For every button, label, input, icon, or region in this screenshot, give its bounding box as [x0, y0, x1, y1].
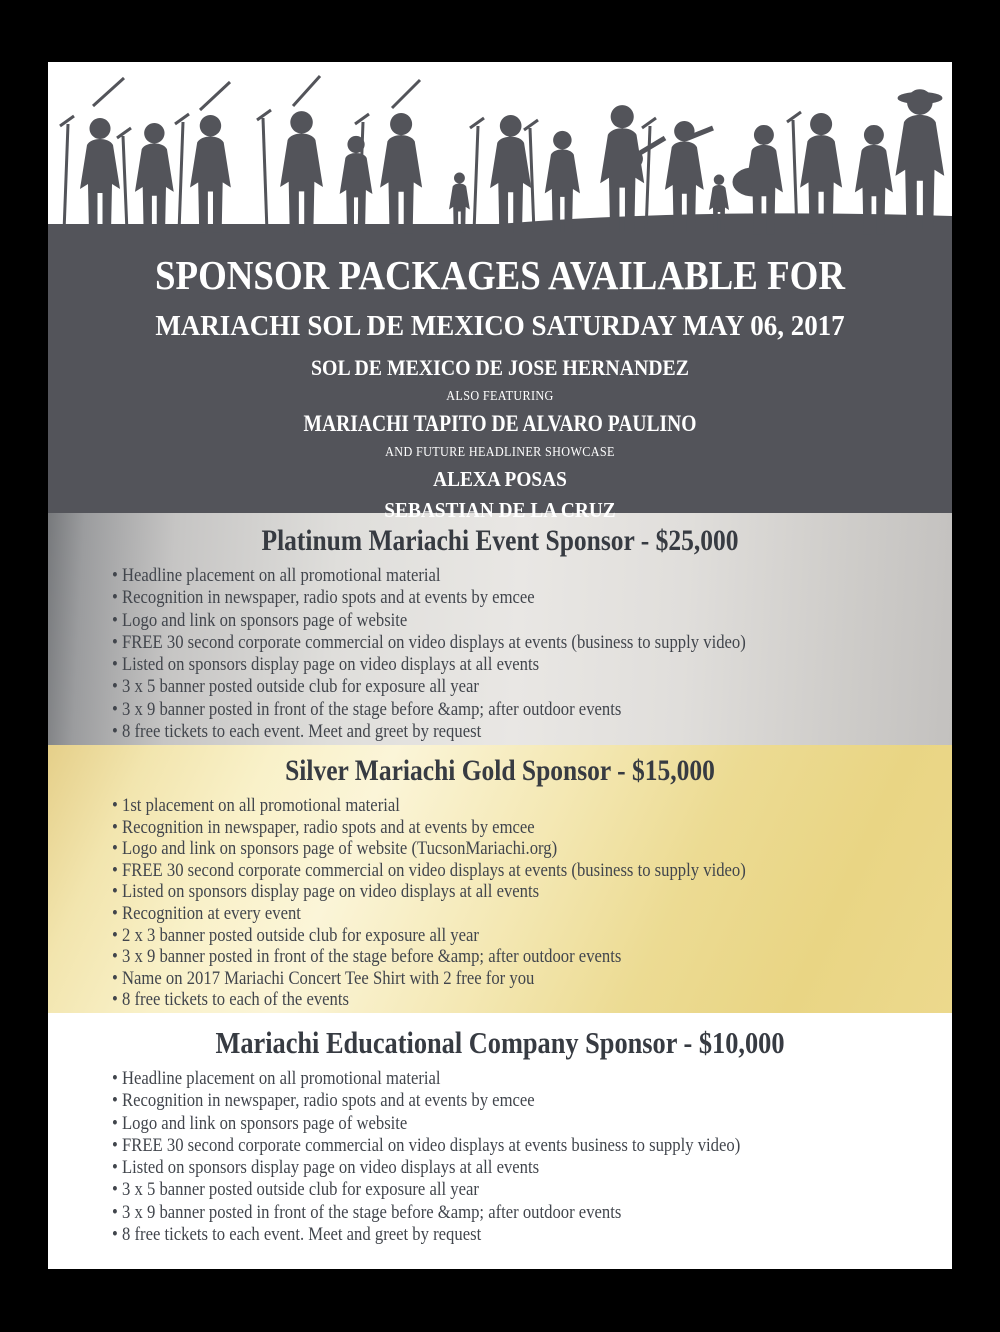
flyer-page: [48, 62, 952, 1269]
benefit-item: • 3 x 5 banner posted outside club for exposure all year: [112, 676, 841, 698]
benefit-item: • 3 x 9 banner posted in front of the stage before &amp; after outdoor events: [112, 699, 841, 721]
benefit-item: • Recognition at every event: [112, 904, 841, 926]
header-band: [48, 240, 952, 523]
benefit-item: • Recognition in newspaper, radio spots and at events by emcee: [112, 587, 841, 609]
package-section-gold: [48, 745, 952, 1013]
benefit-list-educational: [48, 1068, 952, 1246]
benefit-item: • Logo and link on sponsors page of website: [112, 610, 841, 632]
benefit-item: • 2 x 3 banner posted outside club for exposure all year: [112, 926, 841, 948]
benefit-item: • Listed on sponsors display page on video displays at all events: [112, 882, 841, 904]
benefit-list-platinum: [48, 565, 952, 743]
headliner-name: SOL DE MEXICO DE JOSE HERNANDEZ: [311, 355, 689, 381]
benefit-item: • Name on 2017 Mariachi Concert Tee Shirt with 2 free for you: [112, 969, 841, 991]
benefit-item: • FREE 30 second corporate commercial on video displays at events business to supply video): [112, 1135, 841, 1157]
musicians: [80, 89, 944, 234]
benefit-item: • 3 x 5 banner posted outside club for exposure all year: [112, 1179, 841, 1201]
benefit-item: • 1st placement on all promotional material: [112, 796, 841, 818]
benefit-item: • FREE 30 second corporate commercial on video displays at events (business to supply video): [112, 632, 841, 654]
benefit-item: • 3 x 9 banner posted in front of the stage before &amp; after outdoor events: [112, 1202, 841, 1224]
benefit-item: • 8 free tickets to each event. Meet and greet by request: [112, 721, 841, 743]
benefit-item: • Headline placement on all promotional material: [112, 565, 841, 587]
package-section-platinum: [48, 513, 952, 745]
package-section-educational: [48, 1013, 952, 1269]
benefit-item: • Listed on sponsors display page on video displays at all events: [112, 654, 841, 676]
benefit-item: • 8 free tickets to each of the events: [112, 990, 841, 1012]
showcase-label: AND FUTURE HEADLINER SHOWCASE: [385, 445, 615, 461]
benefit-item: • Headline placement on all promotional material: [112, 1068, 841, 1090]
package-title-platinum: Platinum Mariachi Event Sponsor - $25,000: [261, 524, 739, 557]
package-title-gold: Silver Mariachi Gold Sponsor - $15,000: [285, 754, 715, 787]
benefit-item: • 8 free tickets to each event. Meet and greet by request: [112, 1224, 841, 1246]
showcase-artist-1: ALEXA POSAS: [433, 467, 567, 492]
benefit-item: • Recognition in newspaper, radio spots and at events by emcee: [112, 1090, 841, 1112]
also-featuring-label: ALSO FEATURING: [446, 389, 554, 405]
package-title-educational: Mariachi Educational Company Sponsor - $10,000: [215, 1025, 785, 1060]
benefit-item: • Listed on sponsors display page on video displays at all events: [112, 1157, 841, 1179]
benefit-item: • 3 x 9 banner posted in front of the stage before &amp; after outdoor events: [112, 947, 841, 969]
benefit-item: • Logo and link on sponsors page of website (TucsonMariachi.org): [112, 839, 841, 861]
hero-illustration-area: [48, 62, 952, 240]
benefit-item: • Logo and link on sponsors page of website: [112, 1113, 841, 1135]
benefit-item: • Recognition in newspaper, radio spots and at events by emcee: [112, 818, 841, 840]
benefit-item: • FREE 30 second corporate commercial on video displays at events (business to supply video): [112, 861, 841, 883]
mariachi-band-silhouette-icon: [48, 62, 952, 240]
showcase-artist-2: SEBASTIAN DE LA CRUZ: [384, 498, 616, 523]
main-title: SPONSOR PACKAGES AVAILABLE FOR: [155, 252, 845, 298]
featured-band-name: MARIACHI TAPITO DE ALVARO PAULINO: [303, 411, 697, 437]
event-title: MARIACHI SOL DE MEXICO SATURDAY MAY 06, 2017: [155, 310, 845, 343]
benefit-list-gold: [48, 796, 952, 1012]
